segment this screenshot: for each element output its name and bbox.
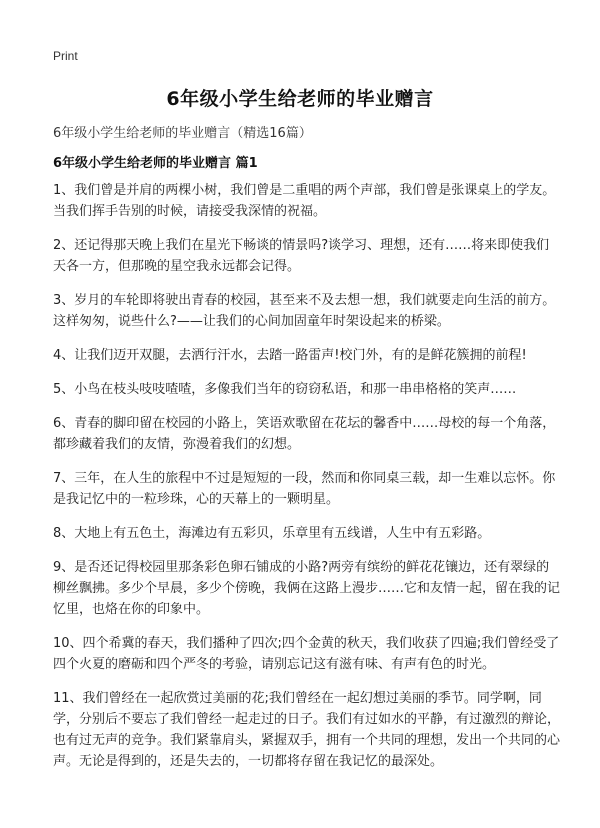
paragraph-8: 8、大地上有五色土，海滩边有五彩贝，乐章里有五线谱，人生中有五彩路。 — [53, 526, 491, 541]
paragraph-5: 5、小鸟在枝头吱吱喳喳，多像我们当年的窃窃私语，和那一串串格格的笑声…… — [53, 382, 517, 397]
paragraph-4: 4、让我们迈开双腿，去洒行汗水，去踏一路雷声!校门外，有的是鲜花簇拥的前程! — [53, 348, 527, 363]
paragraph-9: 9、是否还记得校园里那条彩色卵石铺成的小路?两旁有缤纷的鲜花花镶边，还有翠绿的柳丝飘拂。多少个早晨，多少个傍晚，我俩在这路上漫步……它和友情一起，留在我的记忆里，也烙在你的印象中。 — [53, 560, 561, 617]
page-title: 6年级小学生给老师的毕业赠言 — [166, 88, 434, 110]
paragraph-6: 6、青春的脚印留在校园的小路上，笑语欢歌留在花坛的馨香中……母校的每一个角落，都珍藏着我们的友情，弥漫着我们的幻想。 — [53, 416, 556, 452]
section-heading: 6年级小学生给老师的毕业赠言 篇1 — [53, 156, 258, 171]
document-subtitle: 6年级小学生给老师的毕业赠言（精选16篇） — [53, 126, 312, 141]
paragraph-11: 11、我们曾经在一起欣赏过美丽的花;我们曾经在一起幻想过美丽的季节。同学啊，同学，分别后不要忘了我们曾经一起走过的日子。我们有过如水的平静，有过激烈的辩论，也有过无声的竞争。我们紧靠肩头，紧握双手，拥有一个共同的理想，发出一个共同的心声。无论是得到的，还是失去的，一切都将存留在我记忆的最深处。 — [53, 691, 561, 769]
paragraph-2: 2、还记得那天晚上我们在星光下畅谈的情景吗?谈学习、理想，还有……将来即使我们天各一方，但那晚的星空我永远都会记得。 — [53, 238, 550, 274]
paragraph-1: 1、我们曾是并肩的两棵小树，我们曾是二重唱的两个声部，我们曾是张课桌上的学友。当我们挥手告别的时候，请接受我深情的祝福。 — [53, 183, 556, 219]
content-body — [53, 180, 560, 785]
paragraph-7: 7、三年，在人生的旅程中不过是短短的一段，然而和你同桌三载，却一生难以忘怀。你是我记忆中的一粒珍珠，心的天幕上的一颗明星。 — [53, 471, 556, 507]
print-link[interactable]: Print — [53, 49, 78, 63]
paragraph-10: 10、四个希冀的春天，我们播种了四次;四个金黄的秋天，我们收获了四遍;我们曾经受了四个火夏的磨砺和四个严冬的考验，请别忘记这有滋有味、有声有色的时光。 — [53, 636, 560, 672]
paragraph-3: 3、岁月的车轮即将驶出青春的校园，甚至来不及去想一想，我们就要走向生活的前方。这样匆匆，说些什么?——让我们的心间加固童年时架设起来的桥梁。 — [53, 293, 556, 329]
